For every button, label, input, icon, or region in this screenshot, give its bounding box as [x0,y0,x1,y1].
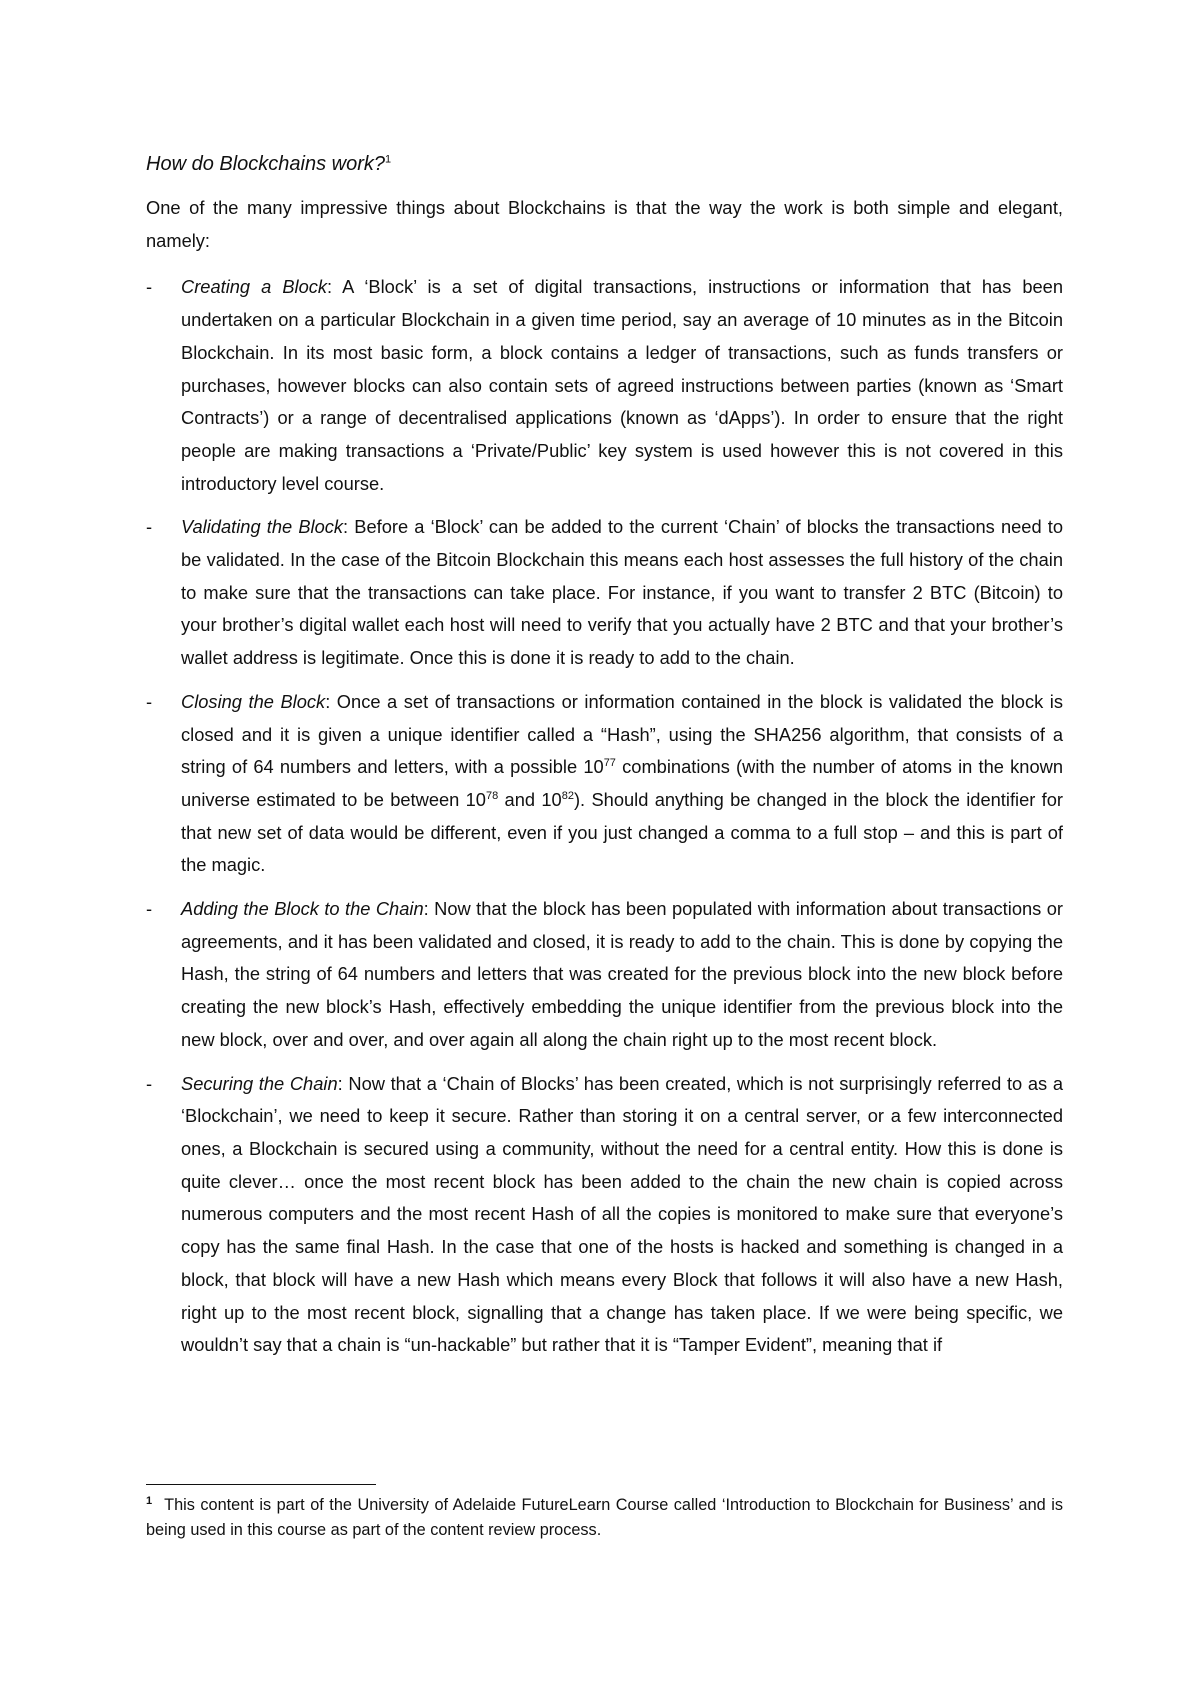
list-item-paragraph [181,893,1063,1057]
list-item-text: : Before a ‘Block’ can be added to the current ‘Chain’ of blocks the transactions need to be validated. In the case of the Bitcoin Blockchain this means each host assesses the full history of the chain to make sure that the transactions can take place. For instance, if you want to transfer 2 BTC (Bitcoin) to your brother’s digital wallet each host will need to verify that you actually have 2 BTC and that your brother’s wallet address is legitimate. Once this is done it is ready to add to the chain. [181,516,1064,669]
bullet-list [146,271,1063,1362]
list-item-text: : Once a set of transactions or information contained in the block is validated the block is closed and it is given a unique identifier called a “Hash”, using the SHA256 algorithm, that consists of a string of 64 numbers and letters, with a possible 10 [181,690,1064,778]
list-item-paragraph [181,511,1063,675]
list-item-term: Creating a Block [181,276,328,298]
exponent: 77 [603,757,616,770]
footnote-number: 1 [146,1494,153,1507]
list-item-paragraph [181,686,1063,882]
list-item-adding-block [146,893,1063,1057]
footnote-reference[interactable]: 1 [385,153,392,166]
list-item-text: : A ‘Block’ is a set of digital transactions, instructions or information that has been undertaken on a particular Blockchain in a given time period, say an average of 10 minutes as in the Bitcoin Blockchain. In its most basic form, a block contains a ledger of transactions, such as funds transfers or purchases, however blocks can also contain sets of agreed instructions between parties (known as ‘Smart Contracts’) or a range of decentralised applications (known as ‘dApps’). In order to ensure that the right people are making transactions a ‘Private/Public’ key system is used however this is not covered in this introductory level course. [181,276,1063,494]
section-heading [146,150,1063,178]
footnote-text: This content is part of the University of Adelaide FutureLearn Course called ‘Introduction to Blockchain for Business’ and is being used in this course as part of the content review process. [146,1496,1063,1539]
bullet-dash: - [146,690,153,712]
list-item-text: ). Should anything be changed in the block the identifier for that new set of data would be different, even if you just changed a comma to a full stop – and this is part of the magic. [181,788,1063,876]
list-item-text: and 10 [498,788,562,810]
exponent: 82 [561,789,574,802]
list-item-paragraph [181,1068,1063,1362]
list-item-text: combinations (with the number of atoms in the known universe estimated to be between 10 [181,756,1063,810]
list-item-term: Validating the Block [181,516,344,538]
list-item-securing-chain [146,1068,1063,1362]
list-item-validating-block [146,511,1063,675]
list-item-closing-block [146,686,1063,882]
footnote-separator [146,1484,376,1485]
bullet-dash: - [146,1072,153,1094]
bullet-dash: - [146,516,153,538]
bullet-dash: - [146,276,153,298]
list-item-text: : Now that a ‘Chain of Blocks’ has been created, which is not surprisingly referred to as a ‘Blockchain’, we need to keep it secure. Rather than storing it on a central server, or a few interconnected ones, a Blockchain is secured using a community, without the need for a central entity. How this is done is quite clever… once the most recent block has been added to the chain the new chain is copied across numerous computers and the most recent Hash of all the copies is monitored to make sure that everyone’s copy has the same final Hash. In the case that one of the hosts is hacked and something is changed in a block, that block will have a new Hash which means every Block that follows it will also have a new Hash, right up to the most recent block, signalling that a change has taken place. If we were being specific, we wouldn’t say that a chain is “un-hackable” but rather that it is “Tamper Evident”, meaning that if [181,1072,1063,1356]
list-item-text: : Now that the block has been populated with information about transactions or agreements, and it has been validated and closed, it is ready to add to the chain. This is done by copying the Hash, the string of 64 numbers and letters that was created for the previous block into the new block before creating the new block’s Hash, effectively embedding the unique identifier from the previous block into the new block, over and over, and over again all along the chain right up to the most recent block. [181,898,1063,1050]
document-body [146,150,1063,1373]
bullet-dash: - [146,898,153,920]
list-item-creating-block [146,271,1063,500]
footnote [146,1493,1063,1543]
list-item-term: Adding the Block to the Chain [181,898,424,920]
list-item-term: Closing the Block [181,690,326,712]
exponent: 78 [485,789,499,802]
list-item-paragraph [181,271,1063,500]
list-item-term: Securing the Chain [181,1072,338,1094]
intro-paragraph: One of the many impressive things about Blockchains is that the way the work is both simple and elegant, namely: [146,197,1063,251]
section-heading-text: How do Blockchains work? [146,153,385,175]
